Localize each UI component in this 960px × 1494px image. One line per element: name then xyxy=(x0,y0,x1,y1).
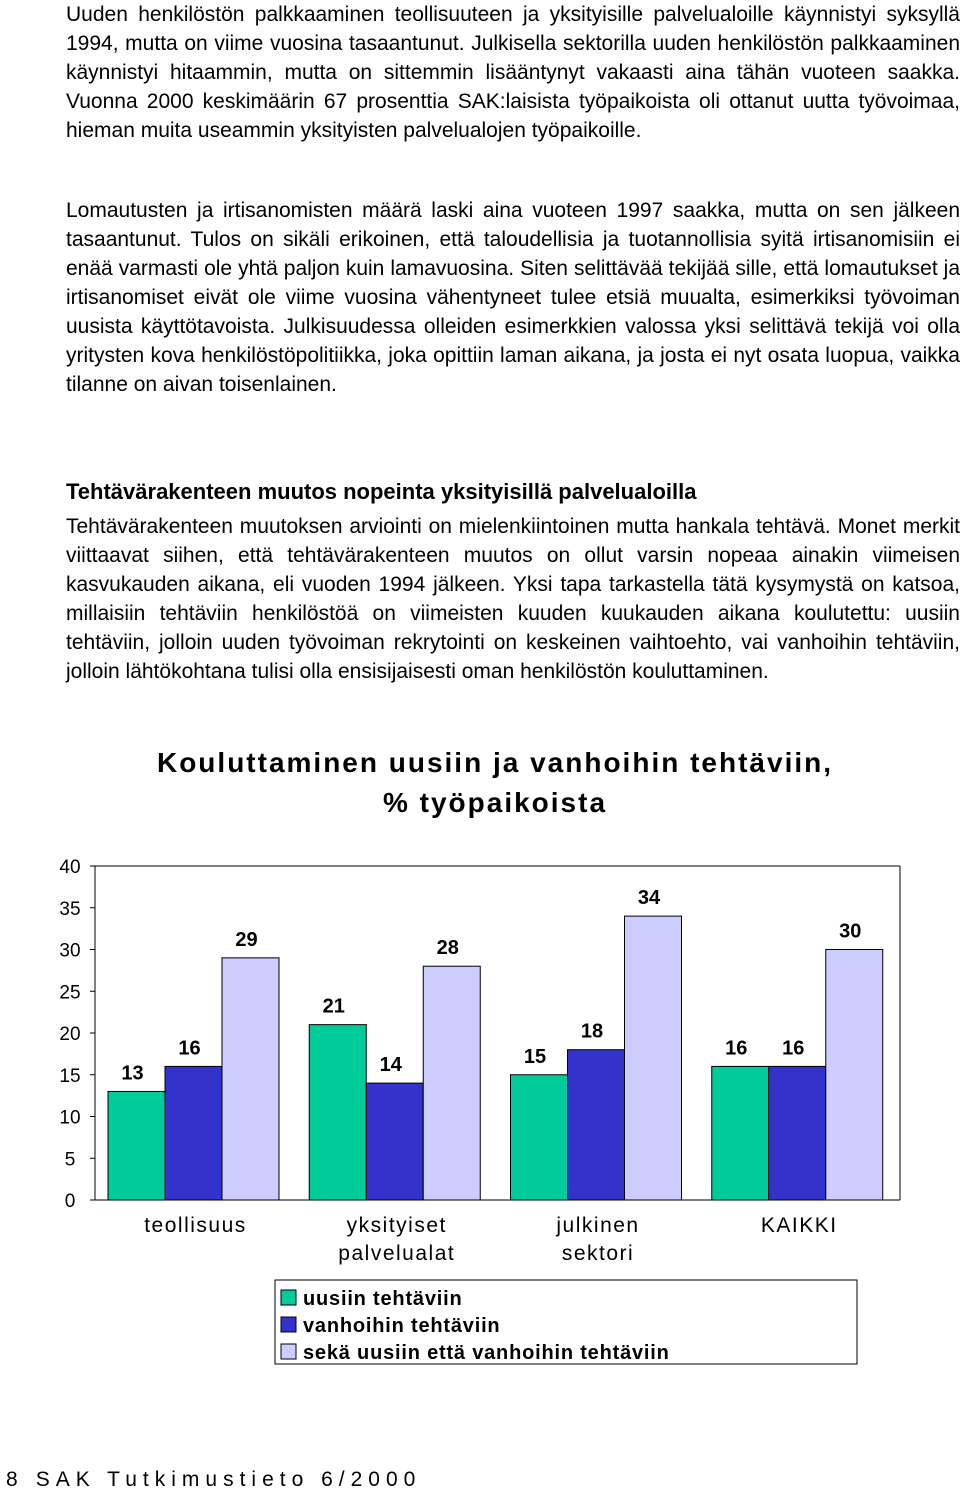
bar xyxy=(423,966,480,1200)
paragraph-2: Lomautusten ja irtisanomisten määrä laski aina vuoteen 1997 saakka, mutta on sen jälkeen tasaantunut. Tulos on sikäli erikoinen, että taloudellisia ja tuotannollisia syitä irtisanomisiin ei enää varmasti ole yhtä paljon kuin lamavuosina. Siten selittävää tekijää sille, että lomautukset ja irtisanomiset eivät ole viime vuosina vähentyneet tulee etsiä muualta, esimerkiksi työvoiman uusista käyttötavoista. Julkisuudessa olleiden esimerkkien valossa yksi selittävä tekijä voi olla yritysten kova henkilöstöpolitiikka, joka opittiin laman aikana, ja josta ei nyt osata luopua, vaikka tilanne on aivan toisenlainen. xyxy=(66,199,960,396)
bar-value-label: 15 xyxy=(523,1045,547,1068)
section-heading: Tehtävärakenteen muutos nopeinta yksityisillä palvelualoilla xyxy=(66,479,697,504)
bar xyxy=(222,958,279,1200)
legend-swatch xyxy=(281,1344,296,1359)
y-tick-label: 35 xyxy=(59,898,81,920)
bar xyxy=(712,1066,769,1200)
bar xyxy=(769,1066,826,1200)
bar-value-label: 18 xyxy=(580,1020,604,1043)
bar xyxy=(309,1025,366,1200)
bar xyxy=(108,1091,165,1200)
bar-value-label: 21 xyxy=(322,995,345,1018)
category-label: palvelualat xyxy=(338,1242,456,1265)
category-label: julkinen xyxy=(556,1214,640,1237)
bar xyxy=(826,950,883,1201)
y-tick-label: 25 xyxy=(59,982,81,1004)
y-tick-label: 5 xyxy=(64,1149,76,1171)
bar xyxy=(625,916,682,1200)
category-label: KAIKKI xyxy=(760,1214,838,1237)
bar-value-label: 30 xyxy=(839,920,862,943)
category-label: sektori xyxy=(561,1242,635,1265)
publication-name: SAK Tutkimustieto 6/2000 xyxy=(35,1468,422,1491)
y-tick-label: 30 xyxy=(59,940,81,962)
legend-swatch xyxy=(281,1290,296,1305)
bar-value-label: 13 xyxy=(121,1062,144,1085)
bar-chart xyxy=(0,740,960,1380)
bar xyxy=(366,1083,423,1200)
bar-value-label: 28 xyxy=(436,937,459,960)
category-label: teollisuus xyxy=(144,1214,247,1237)
bar-value-label: 16 xyxy=(782,1037,805,1060)
y-tick-label: 40 xyxy=(59,857,81,878)
bar-value-label: 16 xyxy=(725,1037,748,1060)
paragraph-3: Tehtävärakenteen muutoksen arviointi on mielenkiintoinen mutta hankala tehtävä. Monet merkit viittaavat siihen, että tehtävärakenteen muutos on ollut varsin nopeaa ainakin viimeisen kasvukauden aikana, eli vuoden 1994 jälkeen. Yksi tapa tarkastella tätä kysymystä on katsoa, millaisiin tehtäviin henkilöstöä on viimeisten kuuden kuukauden aikana koulutettu: uusiin tehtäviin, jolloin uuden työvoiman rekrytointi on keskeinen vaihtoehto, vai vanhoihin tehtäviin, jolloin lähtökohtana tulisi olla ensisijaisesti oman henkilöstön kouluttaminen. xyxy=(66,515,960,683)
page-footer xyxy=(6,1466,421,1494)
legend-swatch xyxy=(281,1317,296,1332)
legend-label: vanhoihin tehtäviin xyxy=(303,1315,501,1337)
y-tick-label: 20 xyxy=(59,1024,81,1045)
y-tick-label: 10 xyxy=(59,1107,81,1129)
chart-title-line: Kouluttaminen uusiin ja vanhoihin tehtäviin, xyxy=(156,747,834,778)
category-label: yksityiset xyxy=(346,1214,447,1237)
chart-title-line: % työpaikoista xyxy=(382,787,608,818)
y-tick-label: 15 xyxy=(59,1065,81,1087)
bar-value-label: 16 xyxy=(178,1037,201,1060)
bar-value-label: 14 xyxy=(379,1054,402,1077)
legend-label: uusiin tehtäviin xyxy=(303,1288,463,1310)
y-tick-label: 0 xyxy=(64,1191,76,1212)
bar-value-label: 29 xyxy=(235,928,258,951)
page-number: 8 xyxy=(6,1468,18,1491)
bar xyxy=(568,1050,625,1200)
legend-label: sekä uusiin että vanhoihin tehtäviin xyxy=(303,1342,670,1364)
bar xyxy=(165,1066,222,1200)
bar-value-label: 34 xyxy=(637,887,661,910)
paragraph-1: Uuden henkilöstön palkkaaminen teollisuuteen ja yksityisille palvelualoille käynnistyi syksyllä 1994, mutta on viime vuosina tasaantunut. Julkisella sektorilla uuden henkilöstön palkkaaminen käynnistyi hitaammin, mutta on sittemmin lisääntynyt vakaasti aina tähän vuoteen saakka. Vuonna 2000 keskimäärin 67 prosenttia SAK:laisista työpaikoista oli ottanut uutta työvoimaa, hieman muita useammin yksityisten palvelualojen työpaikoille. xyxy=(66,3,960,142)
bar xyxy=(511,1075,568,1200)
